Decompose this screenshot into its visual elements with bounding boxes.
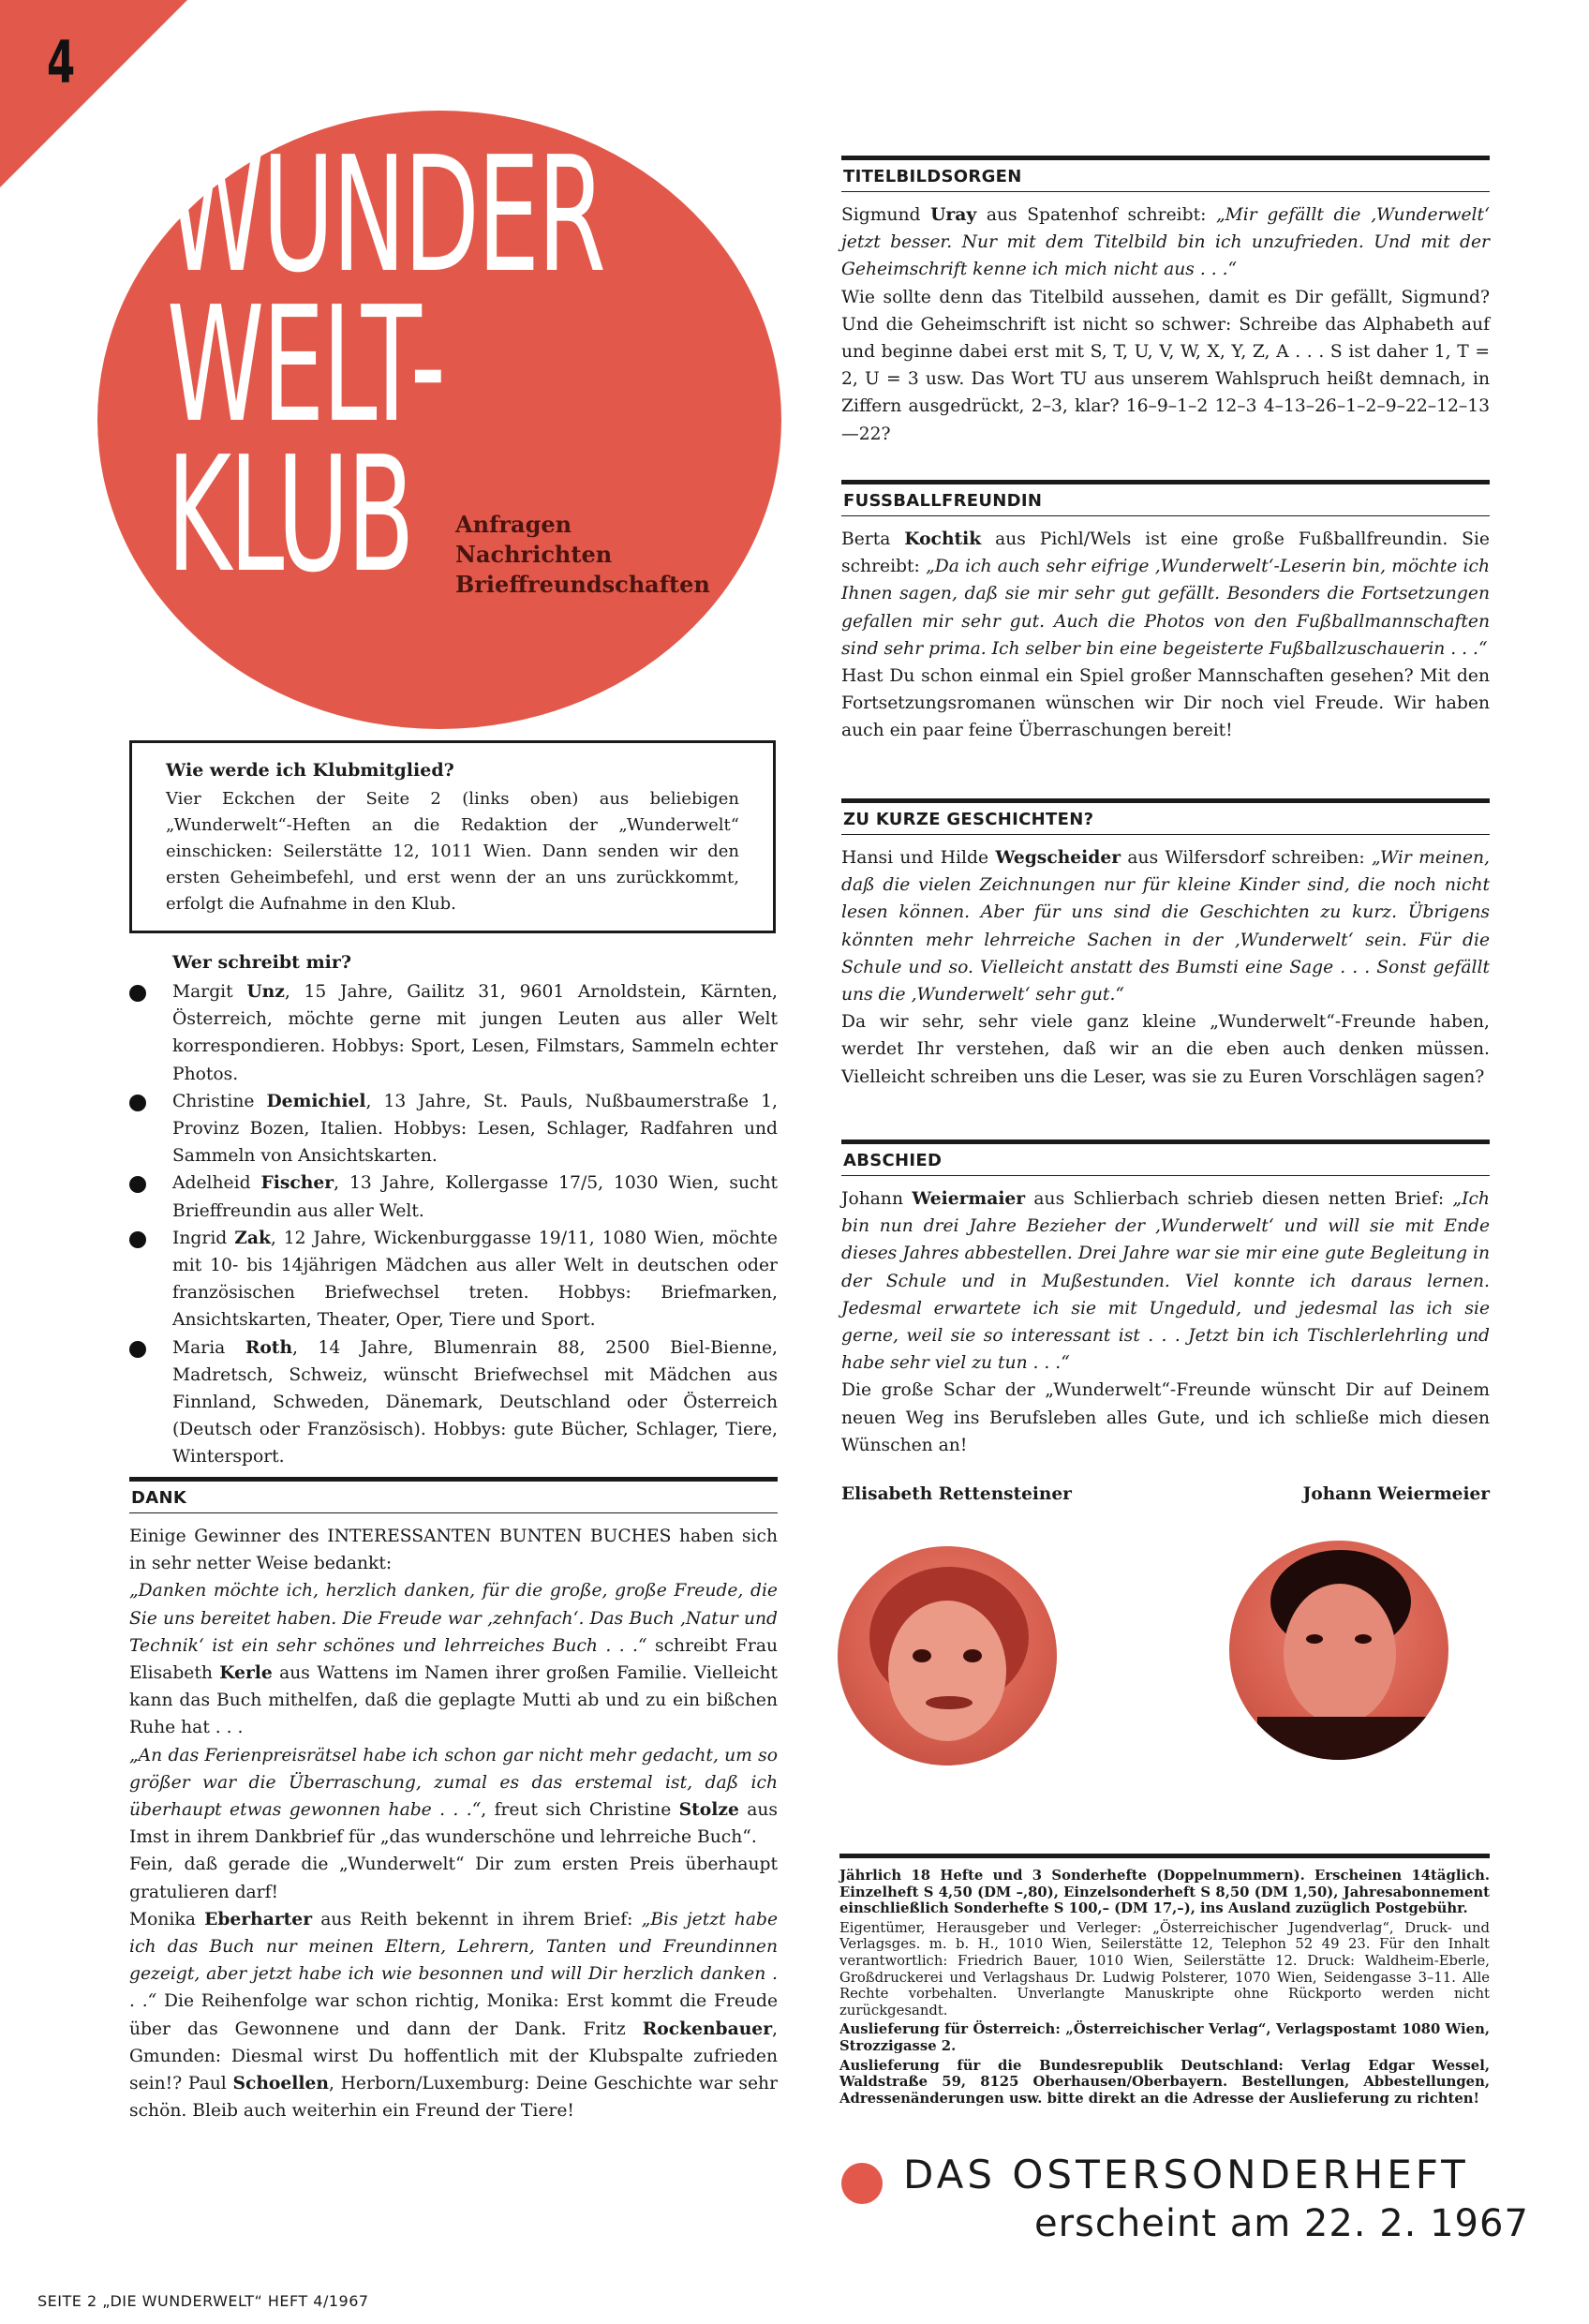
portrait-johann <box>1229 1541 1448 1760</box>
writer-text: Adelheid Fischer, 13 Jahre, Kollergasse 17/5, 1030 Wien, sucht Brieffreundin aus aller Welt. <box>172 1172 778 1221</box>
club-title-line: WELT- <box>167 273 444 458</box>
writer-text: Maria Roth, 14 Jahre, Blumenrain 88, 2500 Biel-Bienne, Madretsch, Schweiz, wünscht Briefwechsel mit Mädchen aus Finnland, Schweden, Dänemark, Deutschland oder Österreich (Deutsch oder Französisch). Hobbys: gute Bücher, Schlager, Tiere, Wintersport. <box>172 1336 778 1467</box>
writer-text: Christine Demichiel, 13 Jahre, St. Pauls, Nußbaumerstraße 1, Provinz Bozen, Italien. Hobbys: Lesen, Schlager, Radfahren und Sammeln von Ansichtskarten. <box>172 1090 778 1167</box>
fussball-section <box>841 480 1490 745</box>
imprint <box>839 1854 1490 2109</box>
titelbild-heading: TITELBILDSORGEN <box>841 156 1490 192</box>
bullet-icon <box>129 1231 146 1248</box>
portrait-eye <box>1355 1634 1372 1644</box>
fussball-text: Berta Kochtik aus Pichl/Wels ist eine große Fußballfreundin. Sie schreibt: „Da ich auch sehr eifrige ‚Wunderwelt‘-Leserin bin, möchte ich Ihnen sagen, daß sie mir sehr gut gefällt. Besonders die Fortsetzungen gefallen mir sehr gut. Auch die Photos von den Fußballmannschaften sind sehr prima. Ich selber bin eine begeisterte Fußballzuschauerin . . .“ Hast Du schon einmal ein Spiel großer Mannschaften gesehen? Mit den Fortsetzungsromanen wünschen wir Dir noch viel Freude. Wir haben auch ein paar feine Überraschungen bereit! <box>841 529 1490 741</box>
writers-section <box>129 952 778 1471</box>
portrait-eye <box>913 1649 931 1662</box>
imprint-distribution-at: Auslieferung für Österreich: „Österreichischer Verlag“, Verlagspostamt 1080 Wien, Strozzigasse 2. <box>839 2021 1490 2054</box>
writer-entry <box>129 1169 778 1224</box>
writers-heading: Wer schreibt mir? <box>172 952 352 973</box>
imprint-subscription: Jährlich 18 Hefte und 3 Sonderhefte (Doppelnummern). Erscheinen 14täglich. Einzelheft S 4,50 (DM –,80), Einzelsonderheft S 8,50 (DM 1,50), Jahresabonnement einschließlich Sonderhefte S 100,– (DM 17,–), ins Ausland zuzüglich Postgebühr. <box>839 1868 1490 1917</box>
announcement-date: erscheint am 22. 2. 1967 <box>1034 2202 1529 2245</box>
club-subtitle: Brieffreundschaften <box>455 571 710 598</box>
bullet-icon <box>129 1095 146 1111</box>
club-title-line: WUNDER <box>167 123 604 308</box>
abschied-heading: ABSCHIED <box>841 1140 1490 1176</box>
membership-box <box>129 740 776 933</box>
portrait-elisabeth <box>838 1546 1057 1765</box>
writer-entry <box>129 1225 778 1334</box>
photo-caption-right: Johann Weiermeier <box>1302 1484 1490 1504</box>
portrait-jacket <box>1257 1717 1426 1760</box>
fussball-heading: FUSSBALLFREUNDIN <box>841 480 1490 516</box>
page-footer: SEITE 2 „DIE WUNDERWELT“ HEFT 4/1967 <box>37 2292 369 2310</box>
kurz-section <box>841 798 1490 1091</box>
corner-triangle <box>0 0 187 187</box>
kurz-text: Hansi und Hilde Wegscheider aus Wilfersdorf schreiben: „Wir meinen, daß die vielen Zeichnungen nur für kleine Kinder sind, die noch nicht lesen können. Aber für uns sind die Geschichten zu kurz. Übrigens könnten mehr lehrreiche Sachen in der ‚Wunderwelt‘ sein. Für die Schule und so. Vielleicht anstatt des Bumsti eine Sage . . . Sonst gefällt uns die ‚Wunderwelt‘ sehr gut.“ Da wir sehr, sehr viele ganz kleine „Wunderwelt“-Freunde haben, werdet Ihr verstehen, daß wir an die eben auch denken müssen. Vielleicht schreiben uns die Leser, was sie zu Euren Vorschlägen sagen? <box>841 847 1491 1087</box>
page-number: 4 <box>47 28 76 97</box>
imprint-publisher: Eigentümer, Herausgeber und Verleger: „Österreichischer Jugendverlag“, Druck- und Verlagsges. m. b. H., 1010 Wien, Seilerstätte 12, Telephon 52 49 23. Für den Inhalt verantwortlich: Friedrich Bauer, 1010 Wien, Seilerstätte 12. Druck: Waldheim-Eberle, Großdruckerei und Verlagshaus Dr. Ludwig Polsterer, 1070 Wien, Seidengasse 3–11. Alle Rechte vorbehalten. Unverlangte Manuskripte ohne Rückporto werden nicht zurückgesandt. <box>839 1919 1490 2019</box>
announcement-title: DAS OSTERSONDERHEFT <box>903 2152 1469 2197</box>
club-subtitle: Nachrichten <box>455 541 613 568</box>
dank-text: Einige Gewinner des INTERESSANTEN BUNTEN BUCHES haben sich in sehr netter Weise bedankt: „Danken möchte ich, herzlich danken, für die große, große Freude, die Sie uns bereitet haben. Die Freude war ‚zehnfach‘. Das Buch ‚Natur und Technik‘ ist ein sehr schönes und lehrreiches Buch . . .“ schreibt Frau Elisabeth Kerle aus Wattens im Namen ihrer großen Familie. Vielleicht kann das Buch mithelfen, daß die geplagte Mutti ab und zu ein bißchen Ruhe hat . . . „An das Ferienpreisrätsel habe ich schon gar nicht mehr gedacht, um so größer war die Überraschung, zumal es das erstemal ist, daß ich überhaupt etwas gewonnen habe . . .“, freut sich Christine Stolze aus Imst in ihrem Dankbrief für „das wunderschöne und lehrreiche Buch“. Fein, daß gerade die „Wunderwelt“ Dir zum ersten Preis überhaupt gratulieren darf! Monika Eberharter aus Reith bekennt in ihrem Brief: „Bis jetzt habe ich das Buch nur meinen Eltern, Lehrern, Tanten und Freundinnen gezeigt, aber jetzt habe ich wie besonnen und will Dir herzlich danken . . .“ Die Reihenfolge war schon richtig, Monika: Erst kommt die Freude über das Gewonnene und dann der Dank. Fritz Rockenbauer, Gmunden: Diesmal wirst Du hoffentlich mit der Klubspalte zufrieden sein!? Paul Schoellen, Herborn/Luxemburg: Deine Geschichte war sehr schön. Bleib auch weiterhin ein Freund der Tiere! <box>129 1527 779 2122</box>
writer-entry <box>129 1334 778 1471</box>
imprint-distribution-de: Auslieferung für die Bundesrepublik Deutschland: Verlag Edgar Wessel, Waldstraße 59, 8125 Oberhausen/Oberbayern. Bestellungen, Abbestellungen, Adressenänderungen usw. bitte direkt an die Adresse der Auslieferung zu richten! <box>839 2057 1490 2107</box>
abschied-section <box>841 1140 1490 1459</box>
portrait-mouth <box>926 1696 973 1709</box>
writer-entry <box>129 978 778 1088</box>
portrait-face <box>1284 1584 1396 1724</box>
bullet-icon <box>129 985 146 1002</box>
bullet-icon <box>129 1176 146 1193</box>
portrait-eye <box>1306 1634 1323 1644</box>
portrait-face <box>888 1601 1006 1741</box>
club-subtitles <box>455 510 710 600</box>
dank-section <box>129 1477 778 2124</box>
club-subtitle: Anfragen <box>455 511 572 538</box>
bullet-icon <box>129 1341 146 1358</box>
writer-text: Ingrid Zak, 12 Jahre, Wickenburggasse 19/11, 1080 Wien, möchte mit 10- bis 14jährigen Mädchen aus aller Welt in deutschen oder französischen Briefwechsel treten. Hobbys: Briefmarken, Ansichtskarten, Theater, Oper, Tiere und Sport. <box>172 1227 778 1331</box>
kurz-heading: ZU KURZE GESCHICHTEN? <box>841 798 1490 835</box>
portrait-eye <box>963 1649 982 1662</box>
membership-title: Wie werde ich Klubmitglied? <box>166 760 454 781</box>
photo-caption-left: Elisabeth Rettensteiner <box>841 1484 1072 1504</box>
writer-text: Margit Unz, 15 Jahre, Gailitz 31, 9601 Arnoldstein, Kärnten, Österreich, möchte gerne mit jungen Leuten aus aller Welt korrespondieren. Hobbys: Sport, Lesen, Filmstars, Sammeln echter Photos. <box>172 981 778 1084</box>
membership-text: Vier Eckchen der Seite 2 (links oben) aus beliebigen „Wunderwelt“-Heften an die Redaktion der „Wunderwelt“ einschicken: Seilerstätte 12, 1011 Wien. Dann senden wir den ersten Geheimbefehl, und erst wenn der an uns zurückkommt, erfolgt die Aufnahme in den Klub. <box>166 789 739 914</box>
titelbild-text: Sigmund Uray aus Spatenhof schreibt: „Mir gefällt die ‚Wunderwelt‘ jetzt besser. Nur mit dem Titelbild bin ich unzufrieden. Und mit der Geheimschrift kenne ich mich nicht aus . . .“ Wie sollte denn das Titelbild aussehen, damit es Dir gefällt, Sigmund? Und die Geheimschrift ist nicht so schwer: Schreibe das Alphabeth auf und beginne dabei erst mit S, T, U, V, W, X, Y, Z, A . . . S ist daher 1, T = 2, U = 3 usw. Das Wort TU aus unserem Wahlspruch heißt demnach, in Ziffern ausgedrückt, 2–3, klar? 16–9–1–2 12–3 4–13–26–1–2–9–22–12–13—22? <box>841 204 1490 444</box>
club-title-line: KLUB <box>167 423 413 608</box>
titelbild-section <box>841 156 1490 448</box>
dank-heading: DANK <box>129 1477 778 1513</box>
abschied-text: Johann Weiermaier aus Schlierbach schrieb diesen netten Brief: „Ich bin nun drei Jahre Bezieher der ‚Wunderwelt‘ und will sie mit Ende dieses Jahres abbestellen. Drei Jahre war sie mir eine gute Begleitung in der Schule und in Mußestunden. Viel konnte ich daraus lernen. Jedesmal erwartete ich sie mit Ungeduld, und jedesmal las ich sie gerne, weil sie so interessant ist . . . Jetzt bin ich Tischlerlehrling und habe sehr viel zu tun . . .“ Die große Schar der „Wunderwelt“-Freunde wünscht Dir auf Deinem neuen Weg ins Berufsleben alles Gute, und ich schließe mich diesen Wünschen an! <box>841 1188 1490 1455</box>
writer-entry <box>129 1088 778 1170</box>
announcement-dot-icon <box>841 2163 883 2204</box>
